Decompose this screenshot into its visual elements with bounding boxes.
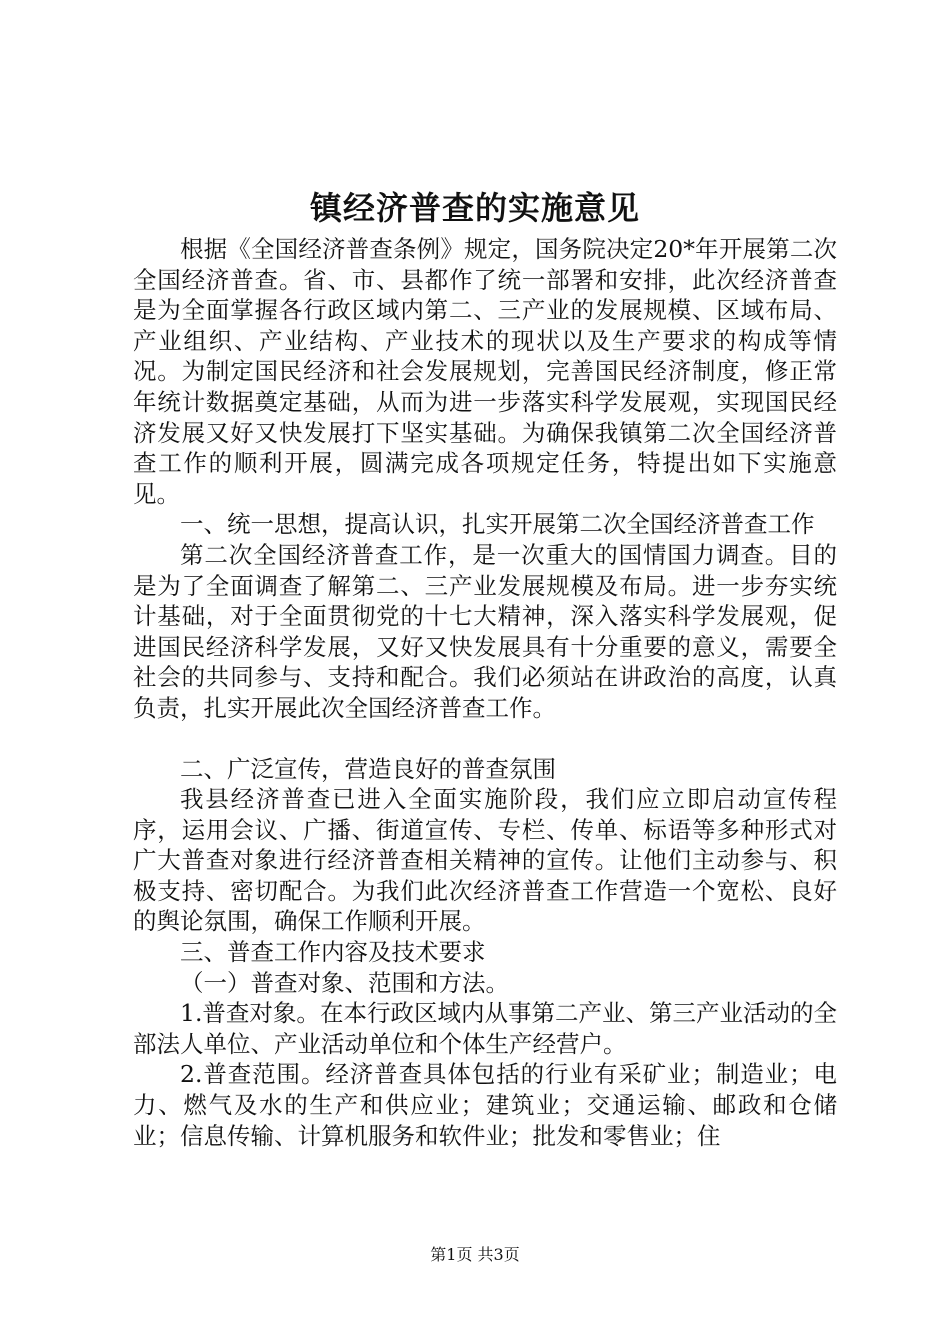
paragraph-section-1: 第二次全国经济普查工作，是一次重大的国情国力调查。目的是为了全面调查了解第二、三产业发展规模及布局。进一步夯实统计基础，对于全面贯彻党的十七大精神，深入落实科学发展观，促进国民经济科学发展，又好又快发展具有十分重要的意义，需要全社会的共同参与、支持和配合。我们必须站在讲政治的高度，认真负责，扎实开展此次全国经济普查工作。 <box>133 540 837 722</box>
document-body <box>133 234 837 1151</box>
section-heading-2: 二、广泛宣传，营造良好的普查氛围 <box>180 754 556 783</box>
section-heading-3: 三、普查工作内容及技术要求 <box>180 938 486 967</box>
document-title: 镇经济普查的实施意见 <box>309 189 640 227</box>
paragraph-section-2: 我县经济普查已进入全面实施阶段，我们应立即启动宣传程序，运用会议、广播、街道宣传、专栏、传单、标语等多种形式对广大普查对象进行经济普查相关精神的宣传。让他们主动参与、积极支持、密切配合。为我们此次经济普查工作营造一个宽松、良好的舆论氛围，确保工作顺利开展。 <box>133 785 837 936</box>
page-number-footer: 第1页 共3页 <box>430 1245 520 1264</box>
subsection-heading-1: （一）普查对象、范围和方法。 <box>180 968 509 997</box>
paragraph-intro: 根据《全国经济普查条例》规定，国务院决定20*年开展第二次全国经济普查。省、市、县都作了统一部署和安排，此次经济普查是为全面掌握各行政区域内第二、三产业的发展规模、区域布局、产业组织、产业结构、产业技术的现状以及生产要求的构成等情况。为制定国民经济和社会发展规划，完善国民经济制度，修正常年统计数据奠定基础，从而为进一步落实科学发展观，实现国民经济发展又好又快发展打下坚实基础。为确保我镇第二次全国经济普查工作的顺利开展，圆满完成各项规定任务，特提出如下实施意见。 <box>133 235 837 508</box>
paragraph-item-2: 2.普查范围。经济普查具体包括的行业有采矿业；制造业；电力、燃气及水的生产和供应业；建筑业；交通运输、邮政和仓储业；信息传输、计算机服务和软件业；批发和零售业；住 <box>133 1060 837 1150</box>
paragraph-item-1: 1.普查对象。在本行政区域内从事第二产业、第三产业活动的全部法人单位、产业活动单位和个体生产经营户。 <box>133 999 837 1058</box>
section-heading-1: 一、统一思想，提高认识，扎实开展第二次全国经济普查工作 <box>180 510 815 539</box>
